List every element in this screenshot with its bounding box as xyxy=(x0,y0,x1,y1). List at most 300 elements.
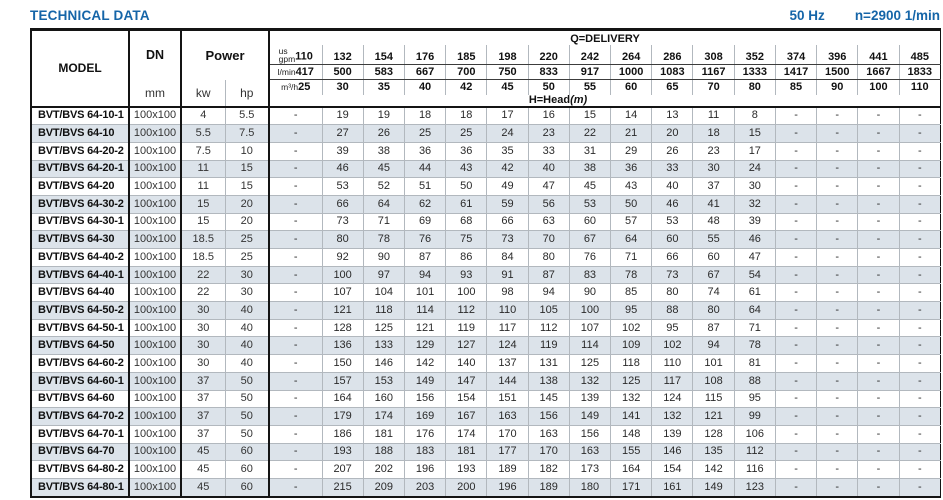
model-column-header: MODEL xyxy=(58,61,102,76)
dn-cell: 100x100 xyxy=(129,372,181,390)
head-value-cell: - xyxy=(775,107,816,125)
head-value-cell: - xyxy=(817,443,858,461)
head-value-cell: - xyxy=(899,372,940,390)
power-hp-cell: 60 xyxy=(225,478,269,496)
power-hp-cell: 30 xyxy=(225,266,269,284)
head-value-cell: 32 xyxy=(734,195,775,213)
head-value-cell: 106 xyxy=(734,425,775,443)
head-value-cell: 132 xyxy=(569,372,610,390)
dn-column-header: DN xyxy=(129,30,181,80)
model-cell: BVT/BVS 64-70 xyxy=(31,443,129,461)
head-value-cell: 169 xyxy=(404,408,445,426)
power-hp-cell: 20 xyxy=(225,195,269,213)
head-value-cell: 121 xyxy=(404,319,445,337)
head-value-cell: 146 xyxy=(363,355,404,373)
power-kw-cell: 45 xyxy=(181,461,225,479)
head-value-cell: - xyxy=(858,390,899,408)
head-value-cell: 71 xyxy=(734,319,775,337)
head-value-cell: 23 xyxy=(693,142,734,160)
frequency-label: 50 Hz xyxy=(789,7,825,23)
us-gpm-header-cell: 154 xyxy=(363,45,404,65)
head-value-cell: - xyxy=(817,461,858,479)
head-value-cell: 97 xyxy=(363,266,404,284)
power-kw-cell: 30 xyxy=(181,355,225,373)
head-value-cell: 23 xyxy=(528,125,569,143)
l-min-header-cell: 750 xyxy=(487,65,528,80)
head-value-cell: 46 xyxy=(652,195,693,213)
m3h-header-cell: 110 xyxy=(899,80,940,95)
head-value-cell: 149 xyxy=(404,372,445,390)
power-hp-cell: 15 xyxy=(225,160,269,178)
head-value-cell: 78 xyxy=(363,231,404,249)
power-kw-cell: 37 xyxy=(181,390,225,408)
head-value-cell: - xyxy=(858,408,899,426)
head-value-cell: 36 xyxy=(404,142,445,160)
head-value-cell: 101 xyxy=(693,355,734,373)
head-value-cell: 66 xyxy=(652,249,693,267)
us-gpm-header-cell: us gpm 110 xyxy=(269,45,322,65)
head-value-cell: 29 xyxy=(611,142,652,160)
power-kw-cell: 15 xyxy=(181,213,225,231)
power-kw-cell: 45 xyxy=(181,478,225,496)
dn-cell: 100x100 xyxy=(129,408,181,426)
head-value-cell: 71 xyxy=(611,249,652,267)
head-value-cell: 73 xyxy=(487,231,528,249)
head-value-cell: 182 xyxy=(528,461,569,479)
us-gpm-header-cell: 441 xyxy=(858,45,899,65)
head-value-cell: - xyxy=(899,284,940,302)
head-value-cell: 119 xyxy=(528,337,569,355)
head-value-cell: 92 xyxy=(322,249,363,267)
m3h-header-cell: 35 xyxy=(363,80,404,95)
model-cell: BVT/BVS 64-40 xyxy=(31,284,129,302)
head-value-cell: 30 xyxy=(734,178,775,196)
head-value-cell: - xyxy=(817,107,858,125)
head-value-cell: 179 xyxy=(322,408,363,426)
power-hp-cell: 50 xyxy=(225,390,269,408)
head-value-cell: 64 xyxy=(363,195,404,213)
head-value-cell: 123 xyxy=(734,478,775,496)
model-cell: BVT/BVS 64-20 xyxy=(31,178,129,196)
us-gpm-header-cell: 264 xyxy=(611,45,652,65)
table-row xyxy=(31,231,941,249)
head-value-cell: 66 xyxy=(487,213,528,231)
head-value-cell: - xyxy=(899,478,940,496)
head-value-cell: - xyxy=(817,284,858,302)
head-value-cell: - xyxy=(899,231,940,249)
page-header xyxy=(30,6,940,24)
head-value-cell: 76 xyxy=(569,249,610,267)
head-value-cell: - xyxy=(899,461,940,479)
head-value-cell: 90 xyxy=(363,249,404,267)
head-value-cell: - xyxy=(899,249,940,267)
head-value-cell: - xyxy=(269,195,322,213)
head-value-cell: 151 xyxy=(487,390,528,408)
head-value-cell: - xyxy=(858,266,899,284)
head-value-cell: - xyxy=(899,355,940,373)
power-hp-cell: 40 xyxy=(225,355,269,373)
table-row xyxy=(31,372,941,390)
head-value-cell: - xyxy=(817,195,858,213)
head-value-cell: - xyxy=(775,355,816,373)
head-value-cell: 16 xyxy=(528,107,569,125)
head-value-cell: - xyxy=(269,231,322,249)
head-value-cell: - xyxy=(775,443,816,461)
head-value-cell: 78 xyxy=(611,266,652,284)
head-value-cell: - xyxy=(269,319,322,337)
head-value-cell: 129 xyxy=(404,337,445,355)
head-value-cell: 31 xyxy=(569,142,610,160)
power-kw-cell: 37 xyxy=(181,372,225,390)
head-value-cell: 98 xyxy=(487,284,528,302)
head-value-cell: 164 xyxy=(322,390,363,408)
head-value-cell: 49 xyxy=(487,178,528,196)
head-value-cell: 27 xyxy=(322,125,363,143)
head-value-cell: 21 xyxy=(611,125,652,143)
head-value-cell: - xyxy=(775,142,816,160)
head-value-cell: - xyxy=(899,125,940,143)
head-value-cell: 115 xyxy=(693,390,734,408)
head-value-cell: 125 xyxy=(569,355,610,373)
head-value-cell: 51 xyxy=(404,178,445,196)
head-value-cell: 95 xyxy=(734,390,775,408)
head-value-cell: 189 xyxy=(528,478,569,496)
head-value-cell: - xyxy=(817,425,858,443)
head-value-cell: - xyxy=(858,249,899,267)
head-value-cell: 114 xyxy=(404,302,445,320)
head-value-cell: 110 xyxy=(487,302,528,320)
m3h-header-cell: 45 xyxy=(487,80,528,95)
head-value-cell: 132 xyxy=(611,390,652,408)
model-cell: BVT/BVS 64-30-1 xyxy=(31,213,129,231)
head-value-cell: 200 xyxy=(446,478,487,496)
head-value-cell: 124 xyxy=(652,390,693,408)
head-value-cell: 36 xyxy=(611,160,652,178)
head-value-cell: 52 xyxy=(363,178,404,196)
head-value-cell: 87 xyxy=(404,249,445,267)
head-value-cell: 156 xyxy=(404,390,445,408)
head-value-cell: 142 xyxy=(693,461,734,479)
head-value-cell: 45 xyxy=(569,178,610,196)
table-row xyxy=(31,425,941,443)
head-value-cell: 174 xyxy=(446,425,487,443)
head-value-cell: - xyxy=(775,213,816,231)
head-value-cell: - xyxy=(775,425,816,443)
head-value-cell: 100 xyxy=(322,266,363,284)
head-value-cell: - xyxy=(269,443,322,461)
head-value-cell: 80 xyxy=(693,302,734,320)
head-value-cell: 124 xyxy=(487,337,528,355)
head-value-cell: - xyxy=(817,266,858,284)
power-kw-cell: 15 xyxy=(181,195,225,213)
speed-label: n=2900 1/min xyxy=(854,7,940,23)
m3h-header-row xyxy=(31,80,941,95)
head-value-cell: 181 xyxy=(363,425,404,443)
head-value-cell: 121 xyxy=(322,302,363,320)
table-row xyxy=(31,160,941,178)
head-value-cell: - xyxy=(899,195,940,213)
head-value-cell: 177 xyxy=(487,443,528,461)
head-value-cell: 156 xyxy=(569,425,610,443)
head-value-cell: 61 xyxy=(734,284,775,302)
head-value-cell: - xyxy=(269,478,322,496)
head-value-cell: 180 xyxy=(569,478,610,496)
head-value-cell: 114 xyxy=(569,337,610,355)
head-value-cell: - xyxy=(775,390,816,408)
head-value-cell: 42 xyxy=(487,160,528,178)
head-value-cell: 170 xyxy=(487,425,528,443)
head-value-cell: - xyxy=(775,125,816,143)
dn-unit-label: mm xyxy=(129,80,181,107)
head-value-cell: 75 xyxy=(446,231,487,249)
head-value-cell: 161 xyxy=(652,478,693,496)
model-cell: BVT/BVS 64-50 xyxy=(31,337,129,355)
model-cell: BVT/BVS 64-40-1 xyxy=(31,266,129,284)
head-value-cell: 193 xyxy=(322,443,363,461)
us-gpm-header-cell: 176 xyxy=(404,45,445,65)
head-value-cell: 112 xyxy=(734,443,775,461)
operating-conditions xyxy=(790,8,940,23)
head-value-cell: 39 xyxy=(734,213,775,231)
head-value-cell: 45 xyxy=(363,160,404,178)
head-value-cell: - xyxy=(269,355,322,373)
head-value-cell: 149 xyxy=(693,478,734,496)
head-value-cell: - xyxy=(775,319,816,337)
head-value-cell: - xyxy=(269,372,322,390)
head-value-cell: 46 xyxy=(322,160,363,178)
head-value-cell: 8 xyxy=(734,107,775,125)
head-value-cell: - xyxy=(899,107,940,125)
model-cell: BVT/BVS 64-50-1 xyxy=(31,319,129,337)
head-value-cell: - xyxy=(269,425,322,443)
us-gpm-header-cell: 220 xyxy=(528,45,569,65)
power-hp-cell: 50 xyxy=(225,425,269,443)
head-value-cell: 30 xyxy=(693,160,734,178)
head-value-cell: 163 xyxy=(569,443,610,461)
head-value-cell: 99 xyxy=(734,408,775,426)
model-cell: BVT/BVS 64-50-2 xyxy=(31,302,129,320)
head-value-cell: 88 xyxy=(652,302,693,320)
head-value-cell: - xyxy=(817,213,858,231)
head-value-cell: 102 xyxy=(652,337,693,355)
power-hp-cell: 10 xyxy=(225,142,269,160)
head-value-cell: 14 xyxy=(611,107,652,125)
head-value-cell: 80 xyxy=(652,284,693,302)
head-value-cell: - xyxy=(269,178,322,196)
head-value-cell: 87 xyxy=(528,266,569,284)
table-row xyxy=(31,319,941,337)
head-value-cell: - xyxy=(269,249,322,267)
dn-cell: 100x100 xyxy=(129,337,181,355)
head-value-cell: 157 xyxy=(322,372,363,390)
m3h-unit-label: m³/h xyxy=(281,82,299,93)
head-value-cell: 54 xyxy=(734,266,775,284)
head-value-cell: 154 xyxy=(446,390,487,408)
power-hp-cell: 60 xyxy=(225,443,269,461)
head-value-cell: 100 xyxy=(446,284,487,302)
dn-cell: 100x100 xyxy=(129,284,181,302)
dn-cell: 100x100 xyxy=(129,478,181,496)
dn-cell: 100x100 xyxy=(129,302,181,320)
head-value-cell: 148 xyxy=(611,425,652,443)
head-value-cell: 128 xyxy=(693,425,734,443)
head-value-cell: - xyxy=(858,284,899,302)
power-hp-unit-label: hp xyxy=(225,80,269,107)
table-row xyxy=(31,478,941,496)
head-value-cell: 40 xyxy=(652,178,693,196)
head-value-cell: 118 xyxy=(611,355,652,373)
head-value-cell: 86 xyxy=(446,249,487,267)
model-cell: BVT/BVS 64-70-2 xyxy=(31,408,129,426)
us-gpm-header-cell: 374 xyxy=(775,45,816,65)
page-title: TECHNICAL DATA xyxy=(30,7,150,23)
m3h-header-cell: 60 xyxy=(611,80,652,95)
head-value-cell: - xyxy=(858,195,899,213)
head-value-cell: 36 xyxy=(446,142,487,160)
head-value-cell: 47 xyxy=(734,249,775,267)
power-hp-cell: 40 xyxy=(225,302,269,320)
head-value-cell: - xyxy=(775,195,816,213)
head-value-cell: 141 xyxy=(611,408,652,426)
head-value-cell: 196 xyxy=(487,478,528,496)
head-value-cell: - xyxy=(817,355,858,373)
head-value-cell: 136 xyxy=(322,337,363,355)
head-value-cell: 93 xyxy=(446,266,487,284)
l-min-header-cell: 1417 xyxy=(775,65,816,80)
head-value-cell: - xyxy=(899,160,940,178)
head-value-cell: - xyxy=(899,302,940,320)
head-value-cell: - xyxy=(269,461,322,479)
head-value-cell: 53 xyxy=(569,195,610,213)
model-cell: BVT/BVS 64-70-1 xyxy=(31,425,129,443)
head-value-cell: 35 xyxy=(487,142,528,160)
head-value-cell: 104 xyxy=(363,284,404,302)
head-value-cell: 188 xyxy=(363,443,404,461)
head-value-cell: - xyxy=(858,425,899,443)
head-value-cell: 66 xyxy=(322,195,363,213)
power-hp-cell: 40 xyxy=(225,319,269,337)
head-value-cell: - xyxy=(269,142,322,160)
power-kw-cell: 37 xyxy=(181,425,225,443)
table-row xyxy=(31,142,941,160)
head-value-cell: 73 xyxy=(322,213,363,231)
head-value-cell: 88 xyxy=(734,372,775,390)
delivery-title-row xyxy=(31,30,941,45)
head-value-cell: 20 xyxy=(652,125,693,143)
head-value-cell: - xyxy=(269,390,322,408)
head-value-cell: 18 xyxy=(446,107,487,125)
head-value-cell: - xyxy=(817,125,858,143)
table-row xyxy=(31,125,941,143)
head-value-cell: 64 xyxy=(734,302,775,320)
head-value-cell: - xyxy=(817,390,858,408)
model-cell: BVT/BVS 64-60-1 xyxy=(31,372,129,390)
power-kw-cell: 30 xyxy=(181,319,225,337)
m3h-header-cell: 55 xyxy=(569,80,610,95)
dn-cell: 100x100 xyxy=(129,231,181,249)
head-value-cell: 163 xyxy=(487,408,528,426)
us-gpm-header-cell: 308 xyxy=(693,45,734,65)
head-value-cell: 18 xyxy=(693,125,734,143)
l-min-header-cell: 583 xyxy=(363,65,404,80)
m3h-header-cell: 90 xyxy=(817,80,858,95)
head-value-cell: - xyxy=(817,231,858,249)
head-value-cell: 107 xyxy=(322,284,363,302)
power-hp-cell: 25 xyxy=(225,231,269,249)
head-value-cell: 43 xyxy=(611,178,652,196)
head-value-cell: 44 xyxy=(404,160,445,178)
head-value-cell: 61 xyxy=(446,195,487,213)
head-value-cell: 133 xyxy=(363,337,404,355)
head-value-cell: 11 xyxy=(693,107,734,125)
power-hp-cell: 50 xyxy=(225,408,269,426)
power-kw-cell: 18.5 xyxy=(181,249,225,267)
head-value-cell: - xyxy=(899,178,940,196)
l-min-header-cell: 700 xyxy=(446,65,487,80)
head-value-cell: - xyxy=(269,125,322,143)
head-value-cell: 37 xyxy=(693,178,734,196)
head-value-cell: 74 xyxy=(693,284,734,302)
head-value-cell: 149 xyxy=(569,408,610,426)
head-value-cell: 91 xyxy=(487,266,528,284)
table-row xyxy=(31,266,941,284)
power-kw-cell: 37 xyxy=(181,408,225,426)
l-min-header-cell: 667 xyxy=(404,65,445,80)
head-value-cell: - xyxy=(775,266,816,284)
model-cell: BVT/BVS 64-80-1 xyxy=(31,478,129,496)
dn-cell: 100x100 xyxy=(129,249,181,267)
head-value-cell: 60 xyxy=(693,249,734,267)
power-kw-cell: 18.5 xyxy=(181,231,225,249)
l-min-header-cell: l/min417 xyxy=(269,65,322,80)
head-value-cell: - xyxy=(817,178,858,196)
head-value-cell: 174 xyxy=(363,408,404,426)
table-row xyxy=(31,195,941,213)
dn-cell: 100x100 xyxy=(129,213,181,231)
head-value-cell: 101 xyxy=(404,284,445,302)
head-value-cell: 46 xyxy=(734,231,775,249)
head-value-cell: - xyxy=(775,249,816,267)
model-cell: BVT/BVS 64-40-2 xyxy=(31,249,129,267)
power-hp-cell: 60 xyxy=(225,461,269,479)
head-value-cell: - xyxy=(899,408,940,426)
table-row xyxy=(31,302,941,320)
head-value-cell: - xyxy=(858,319,899,337)
us-gpm-header-cell: 396 xyxy=(817,45,858,65)
power-kw-cell: 45 xyxy=(181,443,225,461)
l-min-unit-label: l/min xyxy=(277,67,296,77)
head-value-cell: 127 xyxy=(446,337,487,355)
head-value-cell: 112 xyxy=(446,302,487,320)
head-value-cell: 53 xyxy=(652,213,693,231)
head-value-cell: 183 xyxy=(404,443,445,461)
head-value-cell: - xyxy=(775,372,816,390)
head-value-cell: - xyxy=(899,142,940,160)
head-value-cell: - xyxy=(858,107,899,125)
head-value-cell: 116 xyxy=(734,461,775,479)
power-kw-cell: 30 xyxy=(181,337,225,355)
head-value-cell: 95 xyxy=(611,302,652,320)
head-value-cell: 118 xyxy=(363,302,404,320)
head-value-cell: 57 xyxy=(611,213,652,231)
dn-cell: 100x100 xyxy=(129,160,181,178)
head-value-cell: 128 xyxy=(322,319,363,337)
power-kw-cell: 7.5 xyxy=(181,142,225,160)
l-min-header-cell: 1167 xyxy=(693,65,734,80)
head-value-cell: 64 xyxy=(611,231,652,249)
dn-cell: 100x100 xyxy=(129,355,181,373)
head-value-cell: 17 xyxy=(487,107,528,125)
